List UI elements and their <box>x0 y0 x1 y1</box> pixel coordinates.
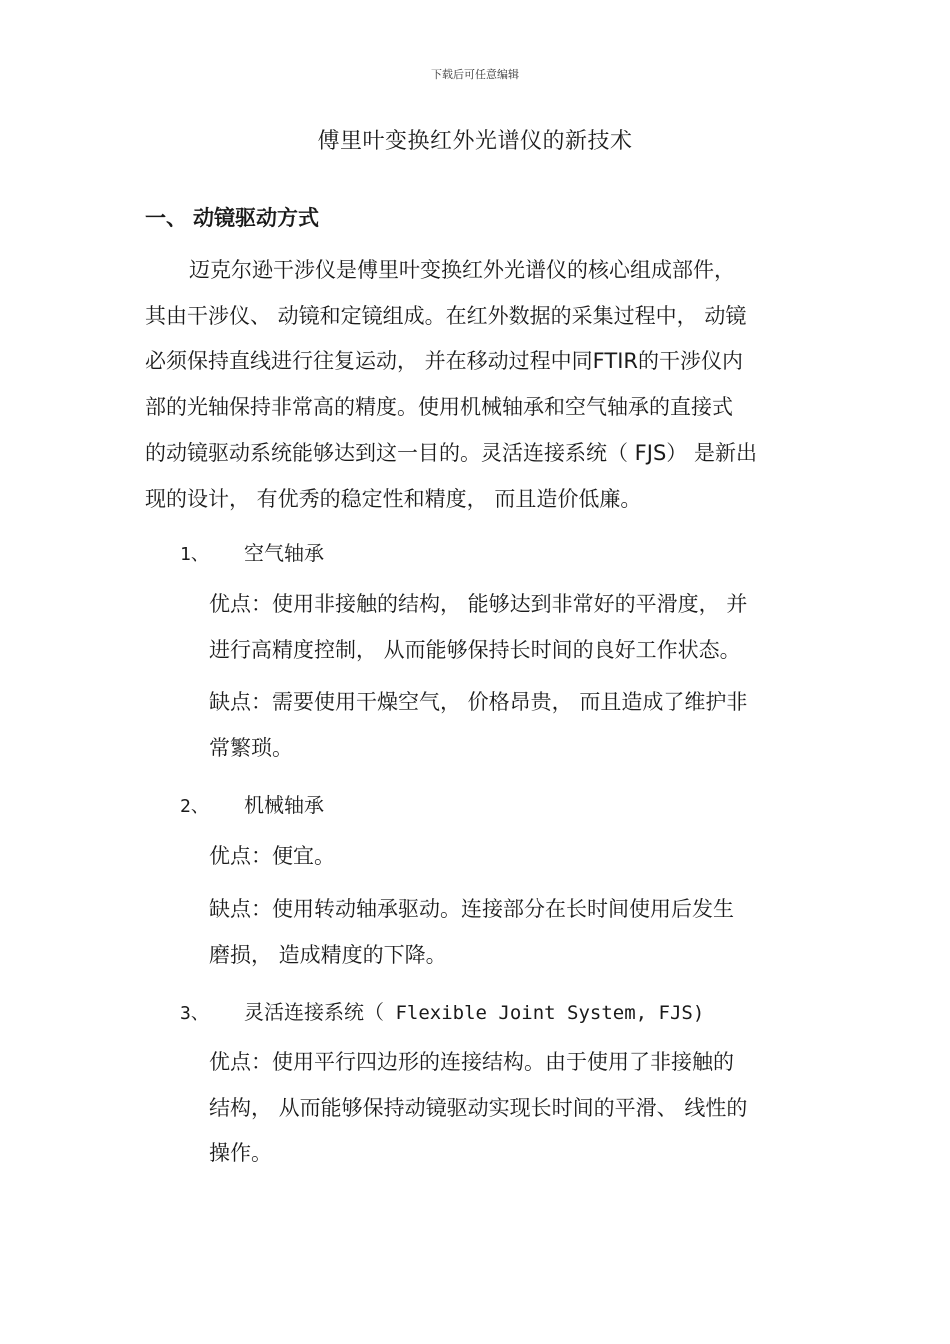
pros-paragraph <box>209 582 809 673</box>
subsection-title: 机械轴承 <box>244 793 324 817</box>
section-number: 一、 <box>145 206 187 230</box>
document-title: 傅里叶变换红外光谱仪的新技术 <box>317 129 633 154</box>
paragraph-line: 迈克尔逊干涉仪是傅里叶变换红外光谱仪的核心组成部件， <box>189 258 735 282</box>
paragraph-line: 优点：使用平行四边形的连接结构。由于使用了非接触的 <box>209 1050 734 1074</box>
subsection-title: 空气轴承 <box>244 541 324 565</box>
section-heading <box>145 202 319 232</box>
paragraph-line: 优点：便宜。 <box>209 844 335 868</box>
subsection-number: 1、 <box>180 544 209 565</box>
subsection-number: 2、 <box>180 796 209 817</box>
subsection-heading-mechanical-bearing <box>180 789 324 818</box>
pros-paragraph <box>209 834 809 880</box>
paragraph-line: 缺点：需要使用干燥空气， 价格昂贵， 而且造成了维护非 <box>209 690 748 714</box>
paragraph-line: 现的设计， 有优秀的稳定性和精度， 而且造价低廉。 <box>145 486 642 511</box>
paragraph-line: 进行高精度控制， 从而能够保持长时间的良好工作状态。 <box>209 637 741 662</box>
section-title: 动镜驱动方式 <box>193 206 319 230</box>
subsection-title-english: Flexible Joint System, FJS) <box>384 1002 705 1024</box>
paragraph-line: 磨损， 造成精度的下降。 <box>209 942 447 967</box>
pros-paragraph <box>209 1040 809 1177</box>
paragraph-line: 结构， 从而能够保持动镜驱动实现长时间的平滑、 线性的 <box>209 1095 748 1120</box>
paragraph-line: 的动镜驱动系统能够达到这一目的。灵活连接系统（ FJS） 是新出 <box>145 440 757 465</box>
paragraph-line: 其由干涉仪、 动镜和定镜组成。在红外数据的采集过程中， 动镜 <box>145 303 747 328</box>
subsection-title: 灵活连接系统（ <box>244 1000 384 1024</box>
paragraph-line: 操作。 <box>209 1141 272 1166</box>
paragraph-line: 常繁琐。 <box>209 735 293 760</box>
paragraph-line: 部的光轴保持非常高的精度。使用机械轴承和空气轴承的直接式 <box>145 395 733 420</box>
subsection-heading-flexible-joint-system <box>180 996 704 1025</box>
header-note: 下载后可任意编辑 <box>431 68 519 81</box>
subsection-number: 3、 <box>180 1003 209 1024</box>
intro-paragraph <box>145 248 810 522</box>
paragraph-line: 必须保持直线进行往复运动， 并在移动过程中同FTIR的干涉仪内 <box>145 349 743 374</box>
subsection-heading-air-bearing <box>180 537 324 566</box>
paragraph-line: 缺点：使用转动轴承驱动。连接部分在长时间使用后发生 <box>209 897 734 921</box>
cons-paragraph <box>209 887 809 978</box>
cons-paragraph <box>209 680 809 771</box>
paragraph-line: 优点：使用非接触的结构， 能够达到非常好的平滑度， 并 <box>209 592 748 616</box>
